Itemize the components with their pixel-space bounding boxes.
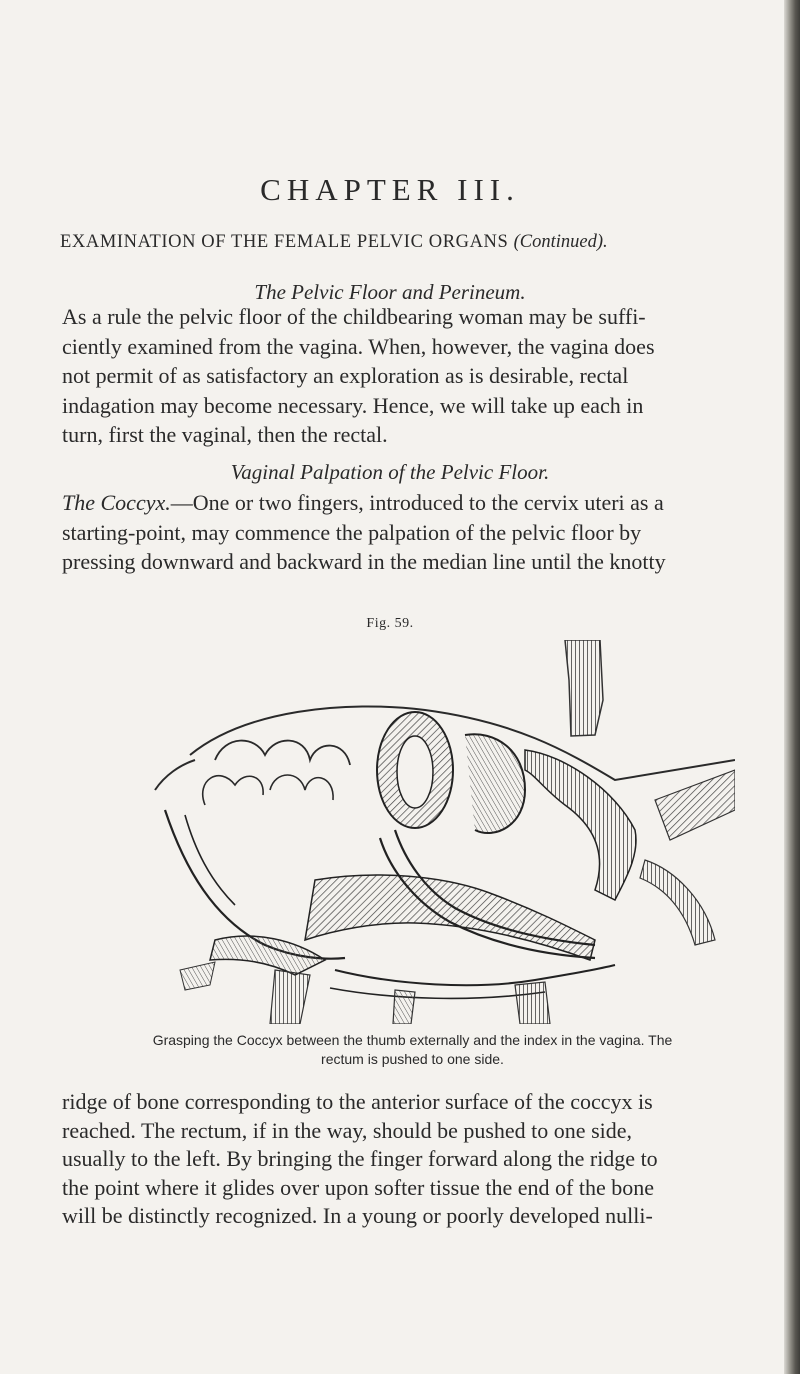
paragraph-intro xyxy=(62,302,768,450)
text-line: turn, first the vaginal, then the rectal. xyxy=(62,422,388,447)
subheading-vaginal-palpation: Vaginal Palpation of the Pelvic Floor. xyxy=(230,460,550,484)
caption-line: rectum is pushed to one side. xyxy=(321,1051,504,1067)
section-heading-text: EXAMINATION OF THE FEMALE PELVIC ORGANS xyxy=(60,232,509,252)
text-line: ciently examined from the vagina. When, however, the vagina does xyxy=(62,333,655,359)
section-continued: (Continued). xyxy=(513,232,608,252)
text-line: indagation may become necessary. Hence, we will take up each in xyxy=(62,392,644,418)
text-line: usually to the left. By bringing the finger forward along the ridge to xyxy=(62,1146,658,1171)
chapter-title: CHAPTER III. xyxy=(260,172,520,207)
paragraph-ridge xyxy=(62,1088,768,1231)
text-line: reached. The rectum, if in the way, should be pushed to one side, xyxy=(62,1117,633,1143)
text-line: starting-point, may commence the palpation of the pelvic floor by xyxy=(62,519,642,545)
text-line: pressing downward and backward in the median line until the knotty xyxy=(62,549,666,574)
section-heading xyxy=(60,232,780,253)
text-line: As a rule the pelvic floor of the childbearing woman may be suffi- xyxy=(62,304,646,329)
figure-label: Fig. 59. xyxy=(366,616,414,631)
subheading-pelvic-floor: The Pelvic Floor and Perineum. xyxy=(254,280,526,304)
text-line xyxy=(62,488,768,518)
text-line: the point where it glides over upon softer tissue the end of the bone xyxy=(62,1174,655,1200)
coccyx-text: —One or two fingers, introduced to the cervix uteri as a xyxy=(170,490,664,515)
text-line: will be distinctly recognized. In a young or poorly developed nulli- xyxy=(62,1203,653,1228)
paragraph-coccyx xyxy=(62,488,768,577)
page-binding-edge xyxy=(784,0,800,1374)
caption-line: Grasping the Coccyx between the thumb externally and the index in the vagina. The xyxy=(152,1032,673,1048)
text-line: ridge of bone corresponding to the anterior surface of the coccyx is xyxy=(62,1089,653,1114)
figure-caption xyxy=(60,1031,765,1069)
text-line: not permit of as satisfactory an exploration as is desirable, rectal xyxy=(62,363,629,388)
coccyx-lead: The Coccyx. xyxy=(62,490,171,515)
anatomical-illustration xyxy=(95,640,735,1024)
